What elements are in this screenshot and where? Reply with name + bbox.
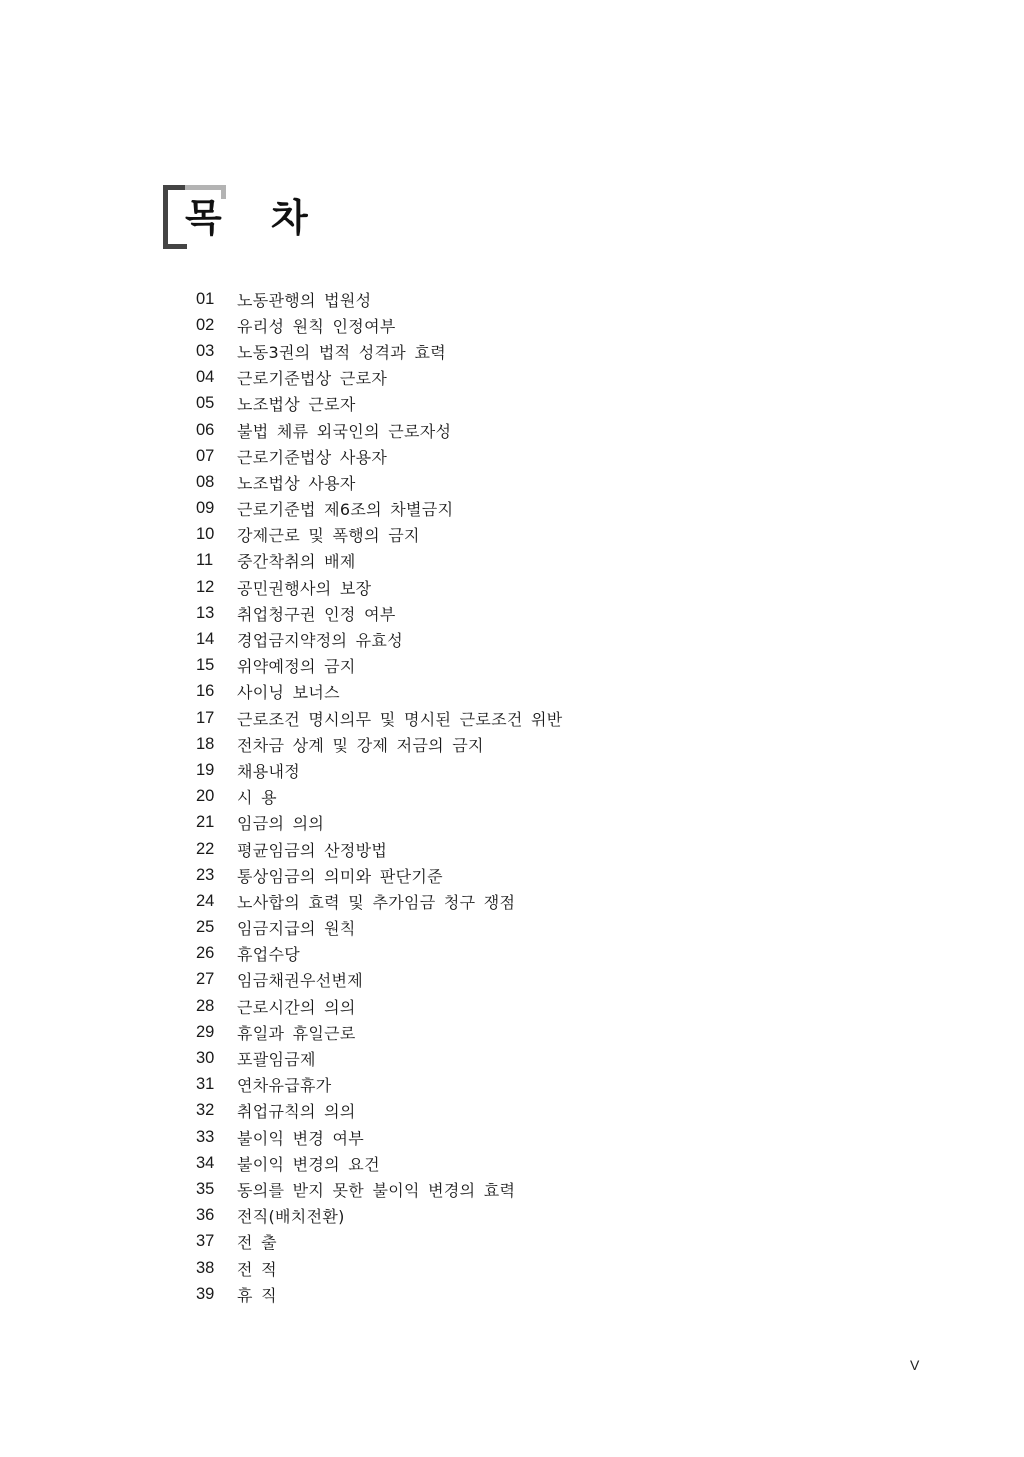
toc-item-number: 39 <box>196 1284 215 1303</box>
toc-item-title: 노사합의 효력 및 추가임금 청구 쟁점 <box>237 892 516 912</box>
toc-item <box>196 312 563 338</box>
toc-item-number: 33 <box>196 1127 215 1146</box>
toc-item-number: 34 <box>196 1153 215 1172</box>
toc-item-title: 근로시간의 의의 <box>237 997 356 1017</box>
title-bracket-dark <box>163 185 187 249</box>
toc-item-title: 공민권행사의 보장 <box>237 578 372 598</box>
toc-item-number: 32 <box>196 1101 215 1120</box>
toc-item <box>196 626 563 652</box>
toc-item <box>196 1019 563 1045</box>
toc-item-title: 시 용 <box>237 788 277 808</box>
toc-item-title: 전직(배치전환) <box>237 1207 345 1227</box>
toc-item-number: 37 <box>196 1232 215 1251</box>
toc-item-number: 12 <box>196 577 215 596</box>
toc-item <box>196 1124 563 1150</box>
toc-item <box>196 548 563 574</box>
toc-item-title: 휴 직 <box>237 1285 277 1305</box>
toc-item <box>196 338 563 364</box>
toc-item <box>196 1150 563 1176</box>
toc-item-title: 사이닝 보너스 <box>237 683 340 703</box>
toc-item-title: 노동관행의 법원성 <box>237 290 372 310</box>
toc-item-number: 16 <box>196 682 215 701</box>
toc-item <box>196 574 563 600</box>
toc-item <box>196 522 563 548</box>
toc-item-title: 임금지급의 원칙 <box>237 919 356 939</box>
toc-item <box>196 391 563 417</box>
toc-item <box>196 443 563 469</box>
toc-item-title: 경업금지약정의 유효성 <box>237 631 403 651</box>
toc-item <box>196 417 563 443</box>
toc-item-number: 19 <box>196 760 215 779</box>
toc-item <box>196 1229 563 1255</box>
toc-item-number: 30 <box>196 1049 215 1068</box>
toc-item <box>196 915 563 941</box>
toc-item <box>196 731 563 757</box>
toc-item-number: 36 <box>196 1206 215 1225</box>
page-title: 목 차 <box>185 196 326 240</box>
toc-item-title: 취업청구권 인정 여부 <box>237 604 396 624</box>
toc-item-number: 11 <box>196 551 214 570</box>
toc-item-title: 불이익 변경 여부 <box>237 1128 365 1148</box>
toc-item-number: 20 <box>196 787 215 806</box>
toc-item-title: 불이익 변경의 요건 <box>237 1154 380 1174</box>
toc-item <box>196 469 563 495</box>
toc-item-title: 동의를 받지 못한 불이익 변경의 효력 <box>237 1180 516 1200</box>
toc-item-title: 휴일과 휴일근로 <box>237 1023 356 1043</box>
toc-item <box>196 1176 563 1202</box>
toc-item-number: 01 <box>196 289 215 308</box>
toc-item <box>196 705 563 731</box>
toc-item <box>196 810 563 836</box>
toc-item-number: 35 <box>196 1179 215 1198</box>
toc-item-title: 불법 체류 외국인의 근로자성 <box>237 421 452 441</box>
toc-item-title: 근로기준법 제6조의 차별금지 <box>237 500 454 520</box>
toc-item-number: 23 <box>196 865 215 884</box>
toc-item-title: 근로조건 명시의무 및 명시된 근로조건 위반 <box>237 709 563 729</box>
toc-item-title: 근로기준법상 사용자 <box>237 447 388 467</box>
toc-item-title: 통상임금의 의미와 판단기준 <box>237 866 443 886</box>
toc-item-number: 31 <box>196 1075 215 1094</box>
toc-item <box>196 1098 563 1124</box>
toc-item-number: 26 <box>196 944 215 963</box>
toc-item-title: 포괄임금제 <box>237 1050 316 1070</box>
toc-item-number: 17 <box>196 708 215 727</box>
toc-item-number: 09 <box>196 499 215 518</box>
toc-item <box>196 600 563 626</box>
toc-item-number: 21 <box>196 813 215 832</box>
toc-header <box>163 185 423 249</box>
page-number: V <box>910 1357 920 1373</box>
toc-item-title: 노동3권의 법적 성격과 효력 <box>237 342 446 362</box>
toc-item-title: 임금의 의의 <box>237 814 325 834</box>
toc-item-title: 노조법상 사용자 <box>237 473 356 493</box>
toc-item-number: 14 <box>196 630 215 649</box>
toc-item <box>196 1203 563 1229</box>
toc-item-title: 위약예정의 금지 <box>237 657 356 677</box>
toc-item-number: 08 <box>196 472 215 491</box>
toc-item-number: 38 <box>196 1258 215 1277</box>
toc-item-number: 22 <box>196 839 215 858</box>
toc-item-number: 18 <box>196 734 215 753</box>
toc-item <box>196 365 563 391</box>
toc-item-title: 근로기준법상 근로자 <box>237 369 388 389</box>
toc-item <box>196 757 563 783</box>
toc-item-number: 02 <box>196 315 215 334</box>
toc-item-number: 29 <box>196 1022 215 1041</box>
toc-item-number: 03 <box>196 341 215 360</box>
toc-item-number: 13 <box>196 603 215 622</box>
toc-item <box>196 993 563 1019</box>
toc-item <box>196 862 563 888</box>
toc-item-title: 전차금 상계 및 강제 저금의 금지 <box>237 735 484 755</box>
toc-item <box>196 836 563 862</box>
toc-item-title: 취업규칙의 의의 <box>237 1102 356 1122</box>
toc-item <box>196 941 563 967</box>
toc-item-title: 휴업수당 <box>237 945 301 965</box>
table-of-contents <box>196 286 563 1307</box>
toc-item-number: 25 <box>196 918 215 937</box>
toc-item <box>196 286 563 312</box>
toc-item-title: 채용내정 <box>237 761 301 781</box>
toc-item-title: 유리성 원칙 인정여부 <box>237 316 396 336</box>
toc-item <box>196 496 563 522</box>
toc-item-title: 평균임금의 산정방법 <box>237 840 388 860</box>
toc-item <box>196 1072 563 1098</box>
toc-item-number: 24 <box>196 891 215 910</box>
toc-item-number: 04 <box>196 368 215 387</box>
toc-item <box>196 888 563 914</box>
toc-item <box>196 1045 563 1071</box>
toc-item-number: 05 <box>196 394 215 413</box>
toc-item-title: 중간착취의 배제 <box>237 552 356 572</box>
toc-item-number: 15 <box>196 656 215 675</box>
toc-item <box>196 653 563 679</box>
toc-item-title: 강제근로 및 폭행의 금지 <box>237 526 420 546</box>
toc-item <box>196 679 563 705</box>
toc-item-title: 노조법상 근로자 <box>237 395 356 415</box>
toc-item-title: 전 출 <box>237 1233 277 1253</box>
toc-item-title: 연차유급휴가 <box>237 1076 332 1096</box>
toc-item <box>196 1255 563 1281</box>
toc-item-title: 전 적 <box>237 1259 277 1279</box>
toc-item <box>196 1281 563 1307</box>
toc-item-number: 28 <box>196 996 215 1015</box>
toc-item-number: 10 <box>196 525 215 544</box>
toc-item-number: 06 <box>196 420 215 439</box>
toc-item <box>196 967 563 993</box>
toc-item-title: 임금채권우선변제 <box>237 971 364 991</box>
toc-item-number: 27 <box>196 970 215 989</box>
toc-item <box>196 784 563 810</box>
toc-item-number: 07 <box>196 446 215 465</box>
